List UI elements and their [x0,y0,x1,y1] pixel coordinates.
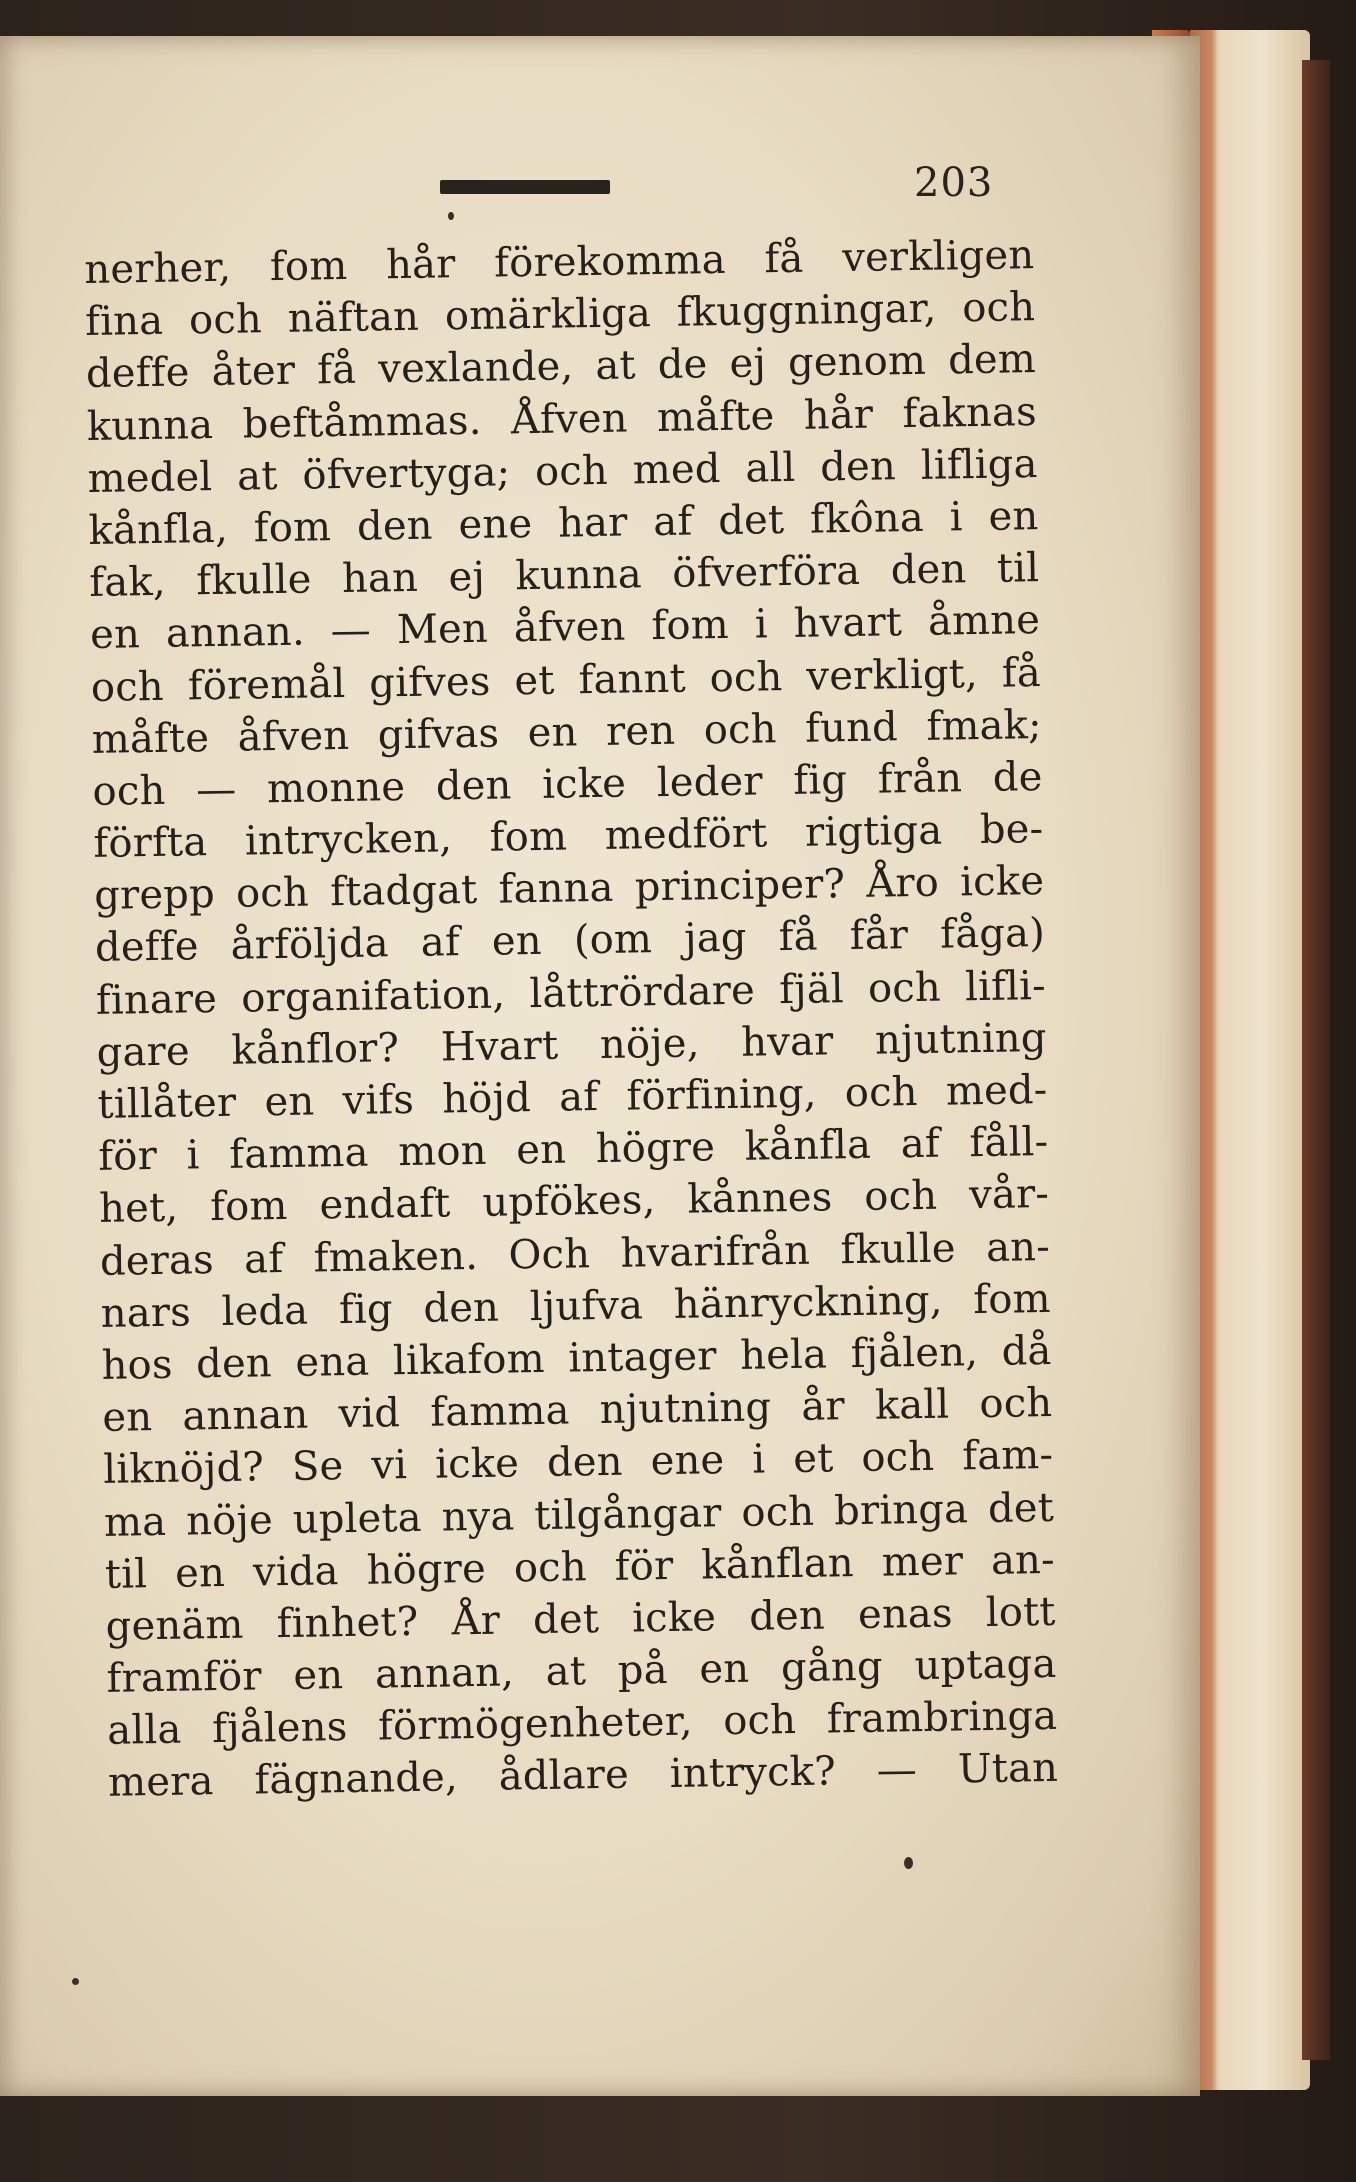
header-rule [440,180,610,194]
text-line: fina och näftan omärkliga fkuggningar, och [84,284,1036,346]
text-line: en annan vid famma njutning år kall och [102,1380,1053,1441]
text-line: medel at öfvertyga; och med all den lifliga [87,440,1038,502]
text-line: grepp och ftadgat fanna principer? Åro icke [93,858,1045,920]
text-line: för i famma mon en högre kånfla af fåll- [97,1119,1049,1181]
text-line: deffe årföljda af en (om jag få får fåga) [94,910,1046,972]
text-line: liknöjd? Se vi icke den ene i et och fam- [102,1432,1054,1494]
text-line: til en vida högre och för kånflan mer an- [104,1536,1056,1598]
paper-speck [904,1857,913,1869]
text-line: nerher, fom hår förekomma få verkligen [84,232,1035,293]
text-line: alla fjålens förmögenheter, och frambringa [106,1693,1058,1755]
text-line: kånfla, fom den ene har af det fkôna i en [88,492,1039,554]
text-line: nars leda fig den ljufva hänryckning, fom [100,1275,1052,1337]
body-text [84,229,1058,1809]
text-line: en annan. — Men åfven fom i hvart åmne [89,597,1041,659]
page-number: 203 [914,160,994,206]
paper-speck [448,212,454,220]
book-cover-edge [1302,60,1330,2060]
text-line: framför en annan, at på en gång uptaga [106,1640,1057,1702]
text-line: och — monne den icke leder fig från de [92,753,1043,815]
text-line: ma nöje upleta nya tilgångar och bringa det [103,1484,1055,1546]
text-line: kunna beftåmmas. Åfven måfte hår faknas [86,388,1038,450]
text-line: mera fägnande, ådlare intryck? — Utan [107,1745,1059,1807]
text-line: hos den ena likafom intager hela fjålen, då [101,1327,1052,1389]
text-line: gare kånflor? Hvart nöje, hvar njutning [96,1014,1047,1076]
book-page-stack [1190,30,1310,2090]
text-line: deras af fmaken. Och hvarifrån fkulle an- [99,1223,1051,1285]
text-line: het, fom endaft upfökes, kånnes och vår- [98,1171,1050,1233]
text-line: och föremål gifves et fannt och verkligt, få [90,649,1042,711]
text-line: måfte åfven gifvas en ren och fund fmak; [91,701,1043,763]
text-line: fak, fkulle han ej kunna öfverföra den til [88,545,1040,607]
text-line: tillåter en vifs höjd af förfining, och med- [97,1066,1048,1128]
text-line: förfta intrycken, fom medfört rigtiga be- [93,806,1044,867]
text-line: deffe åter få vexlande, at de ej genom dem [85,336,1037,398]
paper-speck [72,1978,79,1985]
text-line: genäm finhet? År det icke den enas lott [105,1588,1056,1650]
text-line: finare organifation, låttrördare fjäl och lifli- [95,962,1047,1024]
